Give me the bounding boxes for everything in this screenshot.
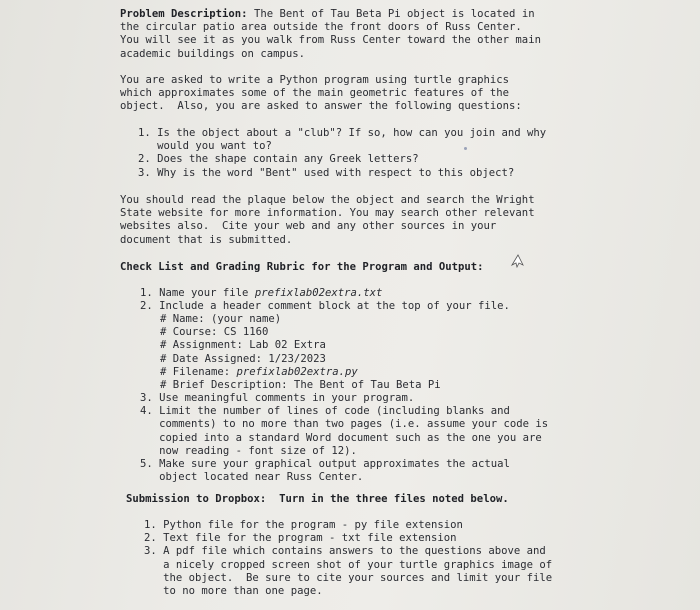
problem-line: academic buildings on campus. [120, 47, 305, 60]
checklist-heading: Check List and Grading Rubric for the Program and Output: [120, 261, 484, 273]
checklist-item: object located near Russ Center. [140, 471, 364, 484]
file-name-txt: prefixlab02extra.txt [254, 287, 383, 299]
checklist-item-2: 2. Include a header comment block at the top of your file. [140, 300, 510, 313]
checklist-item: 3. Use meaningful comments in your program. [140, 392, 415, 404]
submission-item: 3. A pdf file which contains answers to the questions above and [144, 545, 546, 558]
plaque-line: document that is submitted. [120, 233, 293, 246]
header-comment-block [160, 313, 441, 392]
problem-line: You will see it as you walk from Russ Center toward the other main [120, 34, 541, 47]
task-paragraph [120, 74, 522, 114]
question-item: 1. Is the object about a "club"? If so, how can you join and why [138, 127, 547, 139]
question-item: 2. Does the shape contain any Greek letters? [138, 153, 419, 166]
checklist-item: 4. Limit the number of lines of code (including blanks and [140, 405, 510, 418]
submission-item: the object. Be sure to cite your sources and limit your file [144, 571, 553, 584]
submission-items [144, 519, 552, 598]
submission-heading-wrap [126, 493, 509, 506]
checklist-items [140, 287, 510, 313]
problem-description [120, 8, 541, 61]
header-field: # Brief Description: The Bent of Tau Beta Pi [160, 379, 441, 392]
submission-text: Turn in the three files noted below. [279, 493, 509, 505]
problem-first-line: The Bent of Tau Beta Pi object is located in [247, 8, 535, 20]
submission-item: a nicely cropped screen shot of your turtle graphics image of [144, 558, 553, 571]
checklist-item: copied into a standard Word document such as the one you are [140, 431, 542, 444]
header-field: # Course: CS 1160 [160, 326, 269, 339]
submission-label: Submission to Dropbox: [126, 493, 267, 505]
checklist-items-rest [140, 392, 548, 484]
task-line: object. Also, you are asked to answer the following questions: [120, 100, 522, 113]
mouse-pointer-icon [510, 254, 524, 268]
speck-dot [464, 147, 467, 150]
checklist-item: comments) to no more than two pages (i.e. assume your code is [140, 418, 549, 431]
task-line: You are asked to write a Python program using turtle graphics [120, 74, 510, 86]
checklist-item: now reading - font size of 12). [140, 444, 357, 457]
header-field: # Name: (your name) [160, 313, 282, 325]
file-name-py: prefixlab02extra.py [236, 365, 358, 378]
checklist-item: 5. Make sure your graphical output approximates the actual [140, 458, 510, 471]
submission-item: to no more than one page. [144, 585, 323, 598]
header-field: # Date Assigned: 1/23/2023 [160, 352, 326, 365]
plaque-paragraph [120, 194, 535, 247]
plaque-line: websites also. Cite your web and any other sources in your [120, 220, 497, 233]
question-item: 3. Why is the word "Bent" used with respect to this object? [138, 166, 515, 179]
submission-item: 1. Python file for the program - py file extension [144, 519, 463, 531]
submission-item: 2. Text file for the program - txt file extension [144, 532, 457, 545]
problem-line: the circular patio area outside the front doors of Russ Center. [120, 21, 522, 34]
task-line: which approximates some of the main geometric features of the [120, 87, 510, 100]
plaque-line: State website for more information. You may search other relevant [120, 207, 535, 220]
checklist-heading-wrap [120, 261, 484, 274]
questions-list [138, 127, 546, 180]
plaque-line: You should read the plaque below the object and search the Wright [120, 194, 535, 206]
problem-label: Problem Description: [120, 8, 248, 20]
checklist-item-1: 1. Name your file prefixlab02extra.txt [140, 287, 383, 299]
header-field: # Assignment: Lab 02 Extra [160, 339, 326, 352]
question-item: would you want to? [138, 140, 272, 153]
header-field-filename: # Filename: prefixlab02extra.py [160, 365, 358, 378]
